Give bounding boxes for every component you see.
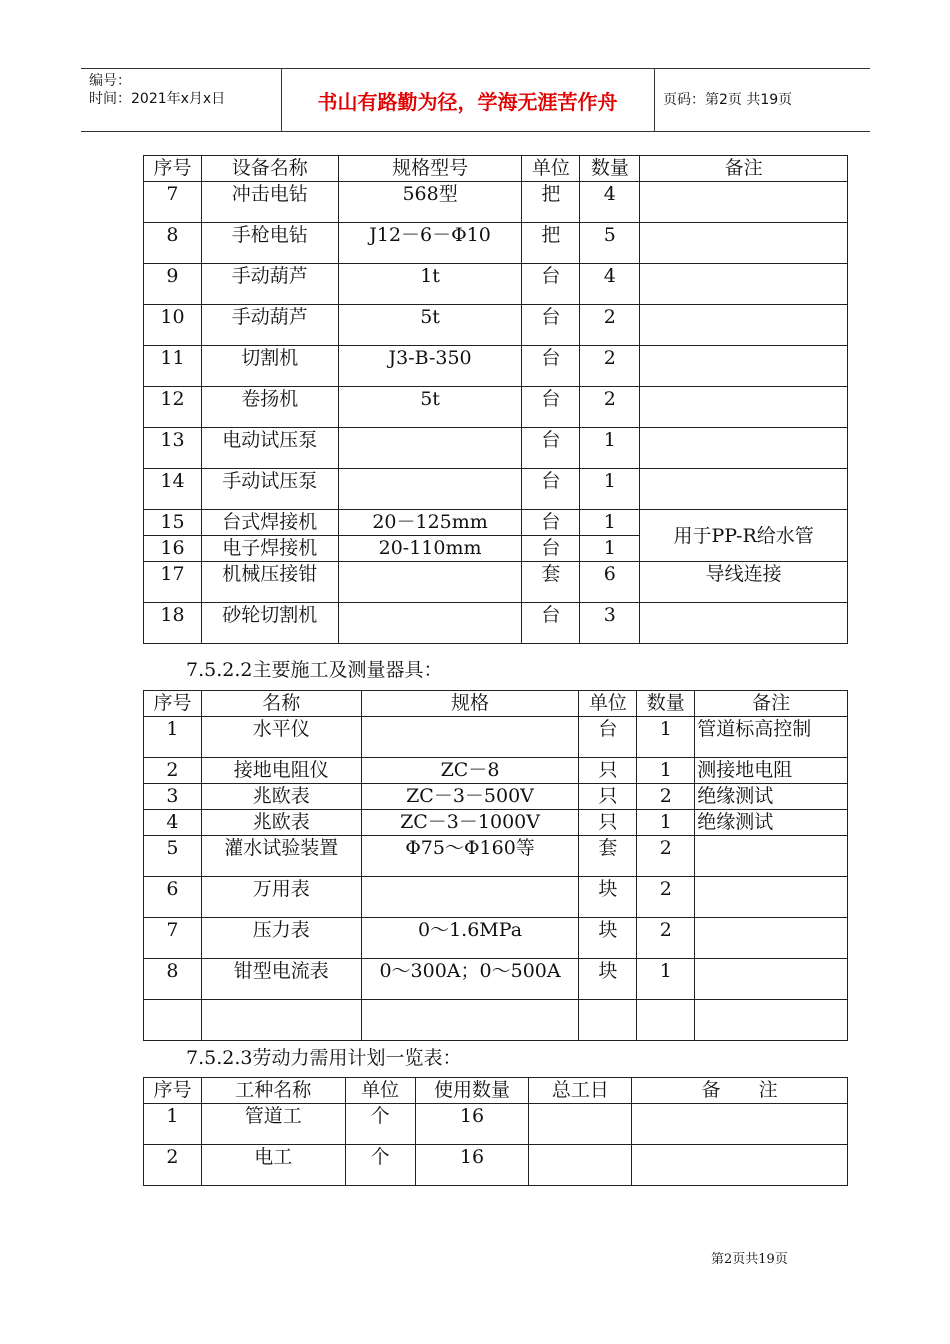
cell: 1 [637,717,695,758]
cell: 块 [579,918,637,959]
section-title-labor: 7.5.2.3劳动力需用计划一览表： [186,1047,462,1069]
cell: 9 [144,264,202,305]
cell: 个 [345,1145,415,1186]
remark-merged-cell: 用于PP-R给水管 [640,510,848,562]
cell: 把 [522,223,580,264]
header-cell: 规格 [361,691,579,717]
cell: 2 [580,305,640,346]
cell: 手动葫芦 [201,305,338,346]
table-row [144,305,848,346]
cell [529,1104,632,1145]
cell: 卷扬机 [201,387,338,428]
cell: 冲击电钻 [201,182,338,223]
header-cell: 备注 [695,691,848,717]
cell: 13 [144,428,202,469]
cell: 台 [522,264,580,305]
table-row [144,469,848,510]
cell: 20－125mm [338,510,522,536]
cell: 3 [580,603,640,644]
cell [640,428,848,469]
cell [338,562,522,603]
cell [640,264,848,305]
cell: 台 [522,428,580,469]
cell: J12－6－Φ10 [338,223,522,264]
cell: 10 [144,305,202,346]
table-row [144,428,848,469]
cell [338,469,522,510]
cell [579,1000,637,1041]
page-header [81,68,870,132]
cell [529,1145,632,1186]
cell: 套 [579,836,637,877]
cell: 3 [144,784,202,810]
cell: 只 [579,810,637,836]
cell: 5 [580,223,640,264]
cell: 14 [144,469,202,510]
cell: 台 [522,603,580,644]
cell: 15 [144,510,202,536]
cell: 1 [580,428,640,469]
table-row [144,836,848,877]
cell: 台 [579,717,637,758]
cell: 12 [144,387,202,428]
cell: 压力表 [201,918,361,959]
cell: 电子焊接机 [201,536,338,562]
cell: 只 [579,758,637,784]
cell: 万用表 [201,877,361,918]
cell: 6 [144,877,202,918]
cell: 4 [580,264,640,305]
cell: 台 [522,469,580,510]
table-row [144,510,848,536]
cell [640,223,848,264]
cell: 1 [144,717,202,758]
table-row [144,959,848,1000]
cell: 568型 [338,182,522,223]
cell: 6 [580,562,640,603]
table-row [144,918,848,959]
header-page-number: 页码：第2页 共19页 [663,92,793,108]
page-footer: 第2页共19页 [711,1252,788,1267]
cell: 8 [144,223,202,264]
cell [640,387,848,428]
cell: 5t [338,387,522,428]
cell: 1t [338,264,522,305]
cell: 16 [144,536,202,562]
cell: 管道标高控制 [695,717,848,758]
section-title-tools: 7.5.2.2主要施工及测量器具： [186,659,443,681]
cell [632,1104,848,1145]
cell: ZC－3－1000V [361,810,579,836]
cell: 4 [144,810,202,836]
cell [695,1000,848,1041]
cell: 1 [637,959,695,1000]
cell: 5t [338,305,522,346]
cell: 2 [637,836,695,877]
header-cell: 序号 [144,156,202,182]
table-row [144,223,848,264]
table-header-row [144,156,848,182]
header-cell: 使用数量 [415,1078,529,1104]
cell: 水平仪 [201,717,361,758]
cell: 钳型电流表 [201,959,361,1000]
table-row [144,784,848,810]
table-row [144,758,848,784]
cell [640,346,848,387]
header-cell: 备注 [640,156,848,182]
cell: 台式焊接机 [201,510,338,536]
cell: 切割机 [201,346,338,387]
cell: 手枪电钻 [201,223,338,264]
header-cell: 数量 [637,691,695,717]
cell: 16 [415,1145,529,1186]
cell: 2 [637,918,695,959]
cell [695,918,848,959]
cell [632,1145,848,1186]
cell [640,469,848,510]
header-cell: 单位 [522,156,580,182]
cell: 20-110mm [338,536,522,562]
cell: ZC－8 [361,758,579,784]
tools-table [143,690,848,1041]
table-row [144,562,848,603]
table-row [144,1145,848,1186]
header-cell: 单位 [345,1078,415,1104]
cell: 手动葫芦 [201,264,338,305]
cell: 0～300A；0～500A [361,959,579,1000]
header-meta [81,69,282,131]
table-header-row [144,1078,848,1104]
cell: 台 [522,510,580,536]
cell: 台 [522,305,580,346]
cell: 手动试压泵 [201,469,338,510]
cell: 管道工 [201,1104,345,1145]
cell [640,305,848,346]
header-cell: 备 注 [632,1078,848,1104]
table-row [144,810,848,836]
cell: 17 [144,562,202,603]
cell: 绝缘测试 [695,810,848,836]
table-row [144,264,848,305]
header-date: 时间：2021年x月x日 [89,91,226,107]
cell [361,717,579,758]
cell: 7 [144,182,202,223]
cell [637,1000,695,1041]
header-motto: 书山有路勤为径，学海无涯苦作舟 [281,69,655,131]
header-cell: 序号 [144,1078,202,1104]
cell: 绝缘测试 [695,784,848,810]
cell: 把 [522,182,580,223]
header-cell: 规格型号 [338,156,522,182]
header-cell: 序号 [144,691,202,717]
cell: 台 [522,387,580,428]
header-cell: 工种名称 [201,1078,345,1104]
header-cell: 总工日 [529,1078,632,1104]
cell [640,603,848,644]
cell: 只 [579,784,637,810]
cell: 1 [580,510,640,536]
table-row [144,1000,848,1041]
header-number: 编号： [89,73,131,89]
equipment-table [143,155,848,644]
cell: 套 [522,562,580,603]
cell [695,877,848,918]
cell: 8 [144,959,202,1000]
labor-table [143,1077,848,1186]
cell: 机械压接钳 [201,562,338,603]
cell: J3-B-350 [338,346,522,387]
cell [695,959,848,1000]
cell: 块 [579,959,637,1000]
cell: 块 [579,877,637,918]
cell [361,1000,579,1041]
table-row [144,346,848,387]
cell: 电工 [201,1145,345,1186]
cell: 1 [144,1104,202,1145]
cell: 测接地电阻 [695,758,848,784]
cell: 台 [522,346,580,387]
cell: 1 [637,810,695,836]
cell: 兆欧表 [201,784,361,810]
cell: ZC－3－500V [361,784,579,810]
cell [201,1000,361,1041]
header-cell: 数量 [580,156,640,182]
header-cell: 单位 [579,691,637,717]
cell: 接地电阻仪 [201,758,361,784]
cell: 18 [144,603,202,644]
cell: 1 [580,469,640,510]
table-row [144,182,848,223]
cell [338,428,522,469]
cell: 灌水试验装置 [201,836,361,877]
table-row [144,387,848,428]
cell: 砂轮切割机 [201,603,338,644]
cell [695,836,848,877]
cell: 2 [580,387,640,428]
table-row [144,717,848,758]
cell: 7 [144,918,202,959]
cell: 2 [637,877,695,918]
cell [361,877,579,918]
table-row [144,1104,848,1145]
cell [338,603,522,644]
header-cell: 设备名称 [201,156,338,182]
table-header-row [144,691,848,717]
cell: 电动试压泵 [201,428,338,469]
header-cell: 名称 [201,691,361,717]
cell: 兆欧表 [201,810,361,836]
table-row [144,877,848,918]
cell [640,182,848,223]
table-row [144,603,848,644]
cell: 2 [144,758,202,784]
cell: 台 [522,536,580,562]
cell: 5 [144,836,202,877]
cell: 个 [345,1104,415,1145]
cell: 11 [144,346,202,387]
cell: Φ75～Φ160等 [361,836,579,877]
cell: 2 [144,1145,202,1186]
cell: 4 [580,182,640,223]
cell: 2 [637,784,695,810]
cell: 1 [580,536,640,562]
cell: 0～1.6MPa [361,918,579,959]
cell: 1 [637,758,695,784]
cell: 16 [415,1104,529,1145]
cell [144,1000,202,1041]
cell: 2 [580,346,640,387]
cell: 导线连接 [640,562,848,603]
